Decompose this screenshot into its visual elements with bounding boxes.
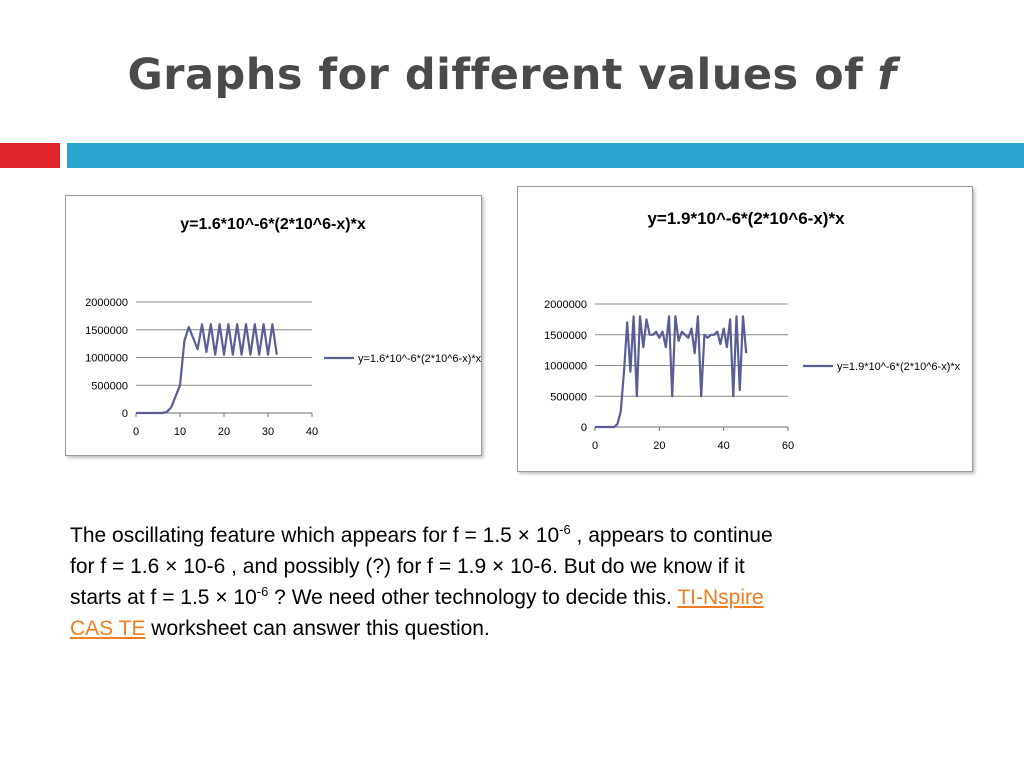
chart-title: y=1.9*10^-6*(2*10^6-x)*x [647, 209, 845, 228]
body-paragraph [70, 520, 790, 644]
y-tick-label: 2000000 [85, 297, 128, 309]
body-superscript-2: -6 [256, 584, 269, 599]
y-tick-label: 2000000 [544, 299, 587, 311]
y-tick-label: 1500000 [544, 329, 587, 342]
body-text-2: , appears to continue for f = 1.6 × 10-6 , and possibly (?) for f = 1.9 × 10-6. But do we know if it starts at f = 1.5 × 10 [70, 524, 773, 609]
x-tick-label: 10 [173, 426, 187, 438]
x-tick-label: 20 [217, 426, 231, 438]
y-tick-label: 1000000 [85, 352, 128, 365]
body-text-1: The oscillating feature which appears for f = 1.5 × 10 [70, 524, 560, 547]
x-tick-label: 40 [305, 426, 319, 438]
accent-bar-red [0, 143, 60, 168]
y-tick-label: 0 [121, 408, 128, 420]
body-superscript-1: -6 [559, 522, 571, 537]
chart-f-1-6 [65, 195, 482, 456]
ti-nspire-link[interactable]: TI-Nspire CAS TE [70, 586, 764, 640]
x-tick-label: 20 [653, 440, 666, 452]
accent-bar-blue [67, 143, 1024, 168]
legend-label-line-1: y=1.9*10^-6*(2*10^6-x)*x [837, 361, 961, 373]
slide-title [0, 50, 1024, 100]
y-tick-label: 1000000 [544, 360, 587, 373]
slide-title-variable: f [877, 50, 897, 100]
y-tick-label: 500000 [550, 391, 587, 404]
chart-f-1-6-svg [66, 196, 481, 455]
chart-f-1-9-svg [518, 187, 972, 471]
x-tick-label: 40 [717, 440, 730, 452]
x-tick-label: 30 [261, 426, 275, 438]
legend-label [358, 353, 481, 365]
series-line [136, 324, 277, 413]
y-tick-label: 500000 [91, 380, 128, 393]
body-text-3: ? We need other technology to decide this. [268, 586, 678, 609]
y-tick-label: 1500000 [85, 324, 128, 337]
slide-title-text: Graphs for different values of [127, 50, 864, 100]
y-tick-label: 0 [580, 422, 587, 434]
x-tick-label: 60 [781, 440, 795, 452]
legend-label [837, 361, 961, 373]
x-tick-label: 0 [132, 426, 140, 438]
x-tick-label: 0 [591, 440, 599, 452]
chart-title: y=1.6*10^-6*(2*10^6-x)*x [180, 216, 366, 233]
legend-label-line-1: y=1.6*10^-6*(2*10^6-x)*x [358, 353, 481, 365]
chart-f-1-9 [517, 186, 973, 472]
body-text-4: worksheet can answer this question. [145, 617, 490, 640]
series-line [595, 316, 746, 427]
